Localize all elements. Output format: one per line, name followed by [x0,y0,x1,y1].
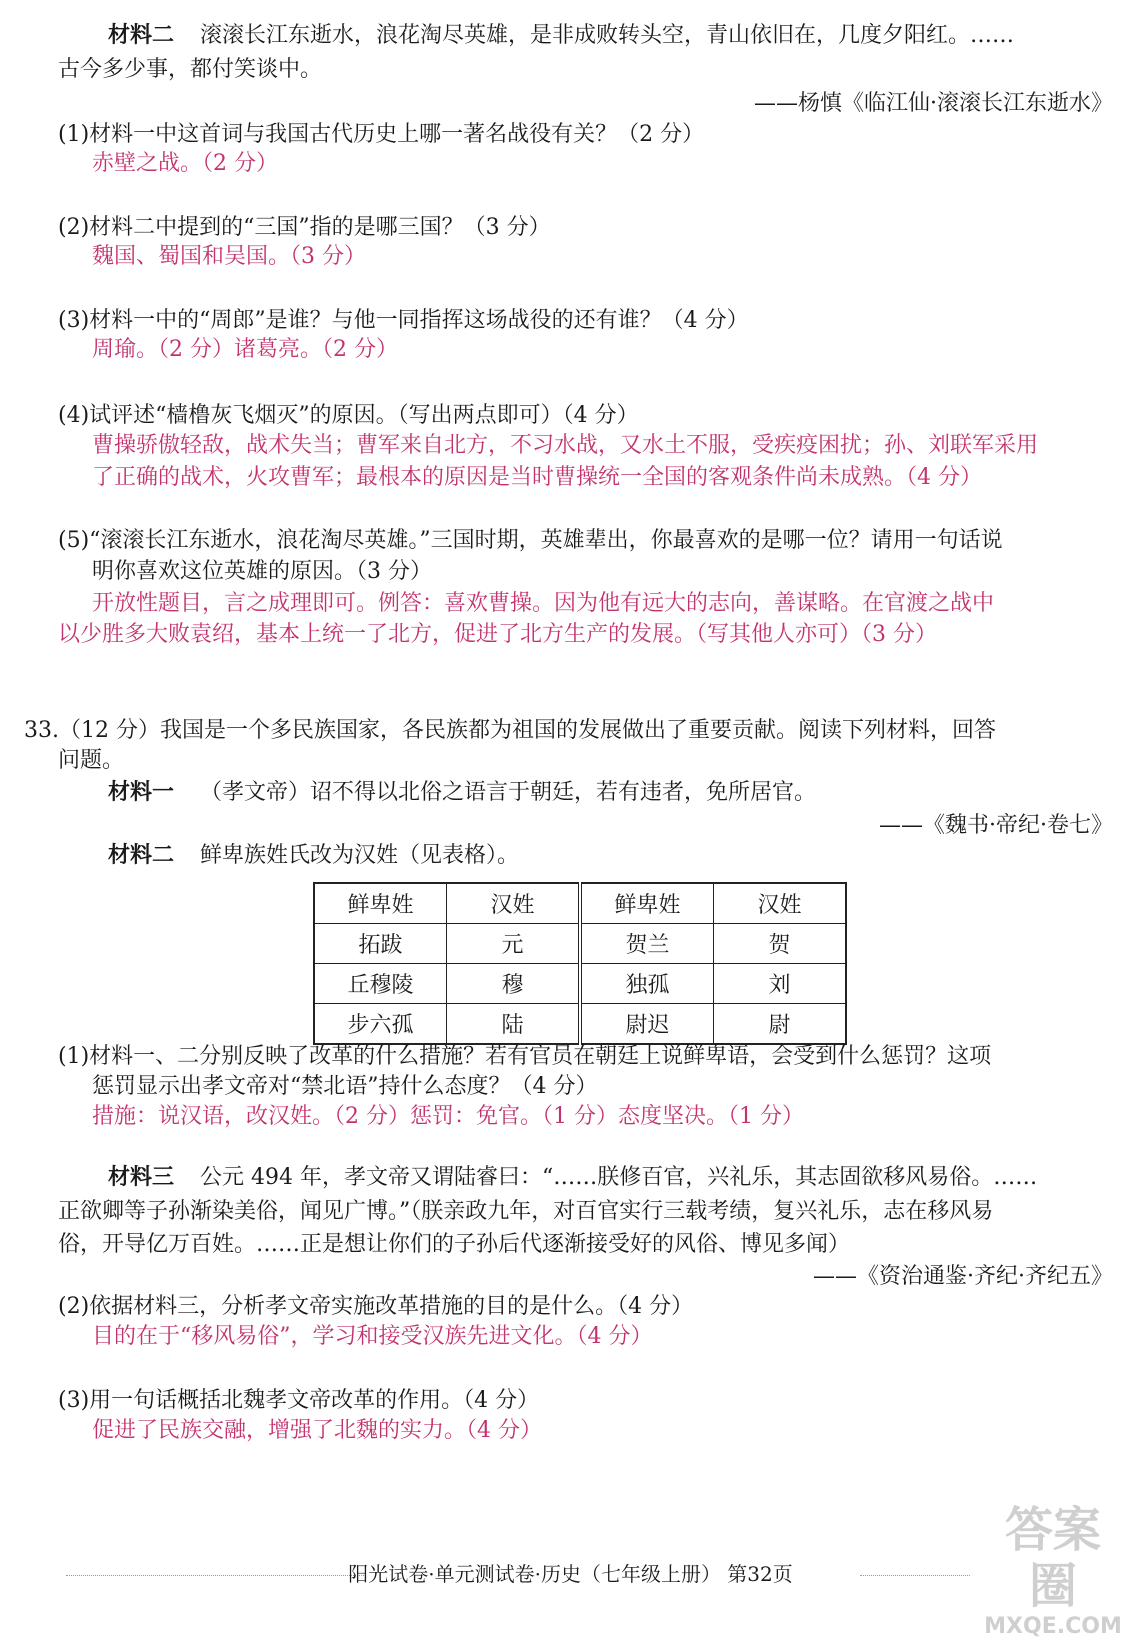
table-header-cell: 鲜卑姓 [314,883,447,924]
q33-sub3-answer: 促进了民族交融，增强了北魏的实力。（4 分） [92,1418,542,1443]
q33-material1-source: ——《魏书·帝纪·卷七》 [879,813,1113,838]
q33-intro-line2: 问题。 [58,748,125,773]
page-footer: 阳光试卷·单元测试卷·历史（七年级上册） 第32页 [348,1562,793,1586]
q32-material2-source: ——杨慎《临江仙·滚滚长江东逝水》 [754,91,1113,116]
table-cell: 贺 [714,924,847,964]
watermark-title: 答案圈 [1004,1502,1101,1614]
q33-material2 [108,840,519,872]
table-cell: 独孤 [580,964,714,1004]
q33-intro-line1: 33.（12 分）我国是一个多民族国家，各民族都为祖国的发展做出了重要贡献。阅读下列材料，回答 [24,718,996,743]
q32-sub5-question-line2: 明你喜欢这位英雄的原因。（3 分） [92,559,432,584]
material-text: （孝文帝）诏不得以北俗之语言于朝廷，若有违者，免所居官。 [200,780,817,805]
q33-sub1-question-line1: (1)材料一、二分别反映了改革的什么措施？若有官员在朝廷上说鲜卑语，会受到什么惩罚？这项 [58,1044,992,1069]
table-cell: 拓跋 [314,924,447,964]
q33-material1 [108,777,816,809]
q32-sub4-answer-line2: 了正确的战术，火攻曹军；最根本的原因是当时曹操统一全国的客观条件尚未成熟。（4 分） [92,465,982,490]
table-header-cell: 汉姓 [447,883,581,924]
q32-material2 [108,20,1014,52]
table-header-cell: 汉姓 [714,883,847,924]
q33-sub2-question: (2)依据材料三，分析孝文帝实施改革措施的目的是什么。（4 分） [58,1294,694,1319]
q32-sub5-answer-line2: 以少胜多大败袁绍，基本上统一了北方，促进了北方生产的发展。（写其他人亦可）（3 分） [58,622,937,647]
q33-sub1-answer: 措施：说汉语，改汉姓。（2 分）惩罚：免官。（1 分）态度坚决。（1 分） [92,1104,804,1129]
q32-sub4-question: (4)试评述“樯橹灰飞烟灭”的原因。（写出两点即可）（4 分） [58,403,639,428]
surname-table [313,882,847,1045]
q32-sub5-answer-line1: 开放性题目，言之成理即可。例答：喜欢曹操。因为他有远大的志向，善谋略。在官渡之战中 [92,591,995,616]
q32-sub4-answer-line1: 曹操骄傲轻敌，战术失当；曹军来自北方，不习水战，又水土不服，受疾疫困扰；孙、刘联军采用 [92,433,1039,458]
table-cell: 刘 [714,964,847,1004]
material-label: 材料三 [108,1165,175,1190]
table-cell: 尉 [714,1004,847,1045]
table-row [314,924,846,964]
q32-sub2-answer: 魏国、蜀国和吴国。（3 分） [92,244,366,269]
table-header-cell: 鲜卑姓 [580,883,714,924]
material-text: 鲜卑族姓氏改为汉姓（见表格）。 [200,843,520,868]
table-row [314,964,846,1004]
table-cell: 陆 [447,1004,581,1045]
q33-material3 [108,1162,1037,1194]
table-cell: 尉迟 [580,1004,714,1045]
material-label: 材料二 [108,23,175,48]
q33-sub1-question-line2: 惩罚显示出孝文帝对“禁北语”持什么态度？（4 分） [92,1074,598,1099]
q33-sub2-answer: 目的在于“移风易俗”，学习和接受汉族先进文化。（4 分） [92,1324,653,1349]
q32-sub2-question: (2)材料二中提到的“三国”指的是哪三国？（3 分） [58,215,551,240]
q33-material3-source: ——《资治通鉴·齐纪·齐纪五》 [813,1264,1113,1289]
table-header-row [314,883,846,924]
table-cell: 穆 [447,964,581,1004]
q33-sub3-question: (3)用一句话概括北魏孝文帝改革的作用。（4 分） [58,1388,540,1413]
table-cell: 元 [447,924,581,964]
q32-sub1-question: (1)材料一中这首词与我国古代历史上哪一著名战役有关？（2 分） [58,122,705,147]
material-label: 材料二 [108,843,175,868]
q32-sub1-answer: 赤壁之战。（2 分） [92,151,278,176]
table-cell: 步六孤 [314,1004,447,1045]
q33-material3-line2: 正欲卿等子孙渐染美俗，闻见广博。”（朕亲政九年，对百官实行三载考绩，复兴礼乐，志在移风易 [58,1199,994,1224]
table-row [314,1004,846,1045]
q32-sub5-question-line1: (5)“滚滚长江东逝水，浪花淘尽英雄。”三国时期，英雄辈出，你最喜欢的是哪一位？请用一句话说 [58,528,1003,553]
watermark-logo [983,1502,1123,1639]
material-text: 公元 494 年，孝文帝又谓陆睿曰：“……朕修百官，兴礼乐，其志固欲移风易俗。…… [200,1165,1038,1190]
table-cell: 丘穆陵 [314,964,447,1004]
q32-material2-line2: 古今多少事，都付笑谈中。 [58,57,323,82]
table-cell: 贺兰 [580,924,714,964]
q33-material3-line3: 俗，开导亿万百姓。……正是想让你们的子孙后代逐渐接受好的风俗、博见多闻） [58,1232,851,1257]
q32-sub3-question: (3)材料一中的“周郎”是谁？与他一同指挥这场战役的还有谁？（4 分） [58,308,749,333]
material-text: 滚滚长江东逝水，浪花淘尽英雄，是非成败转头空，青山依旧在，几度夕阳红。…… [200,23,1015,48]
q32-sub3-answer: 周瑜。（2 分）诸葛亮。（2 分） [92,337,398,362]
material-label: 材料一 [108,780,175,805]
watermark-url: MXQE.COM [984,1614,1122,1639]
